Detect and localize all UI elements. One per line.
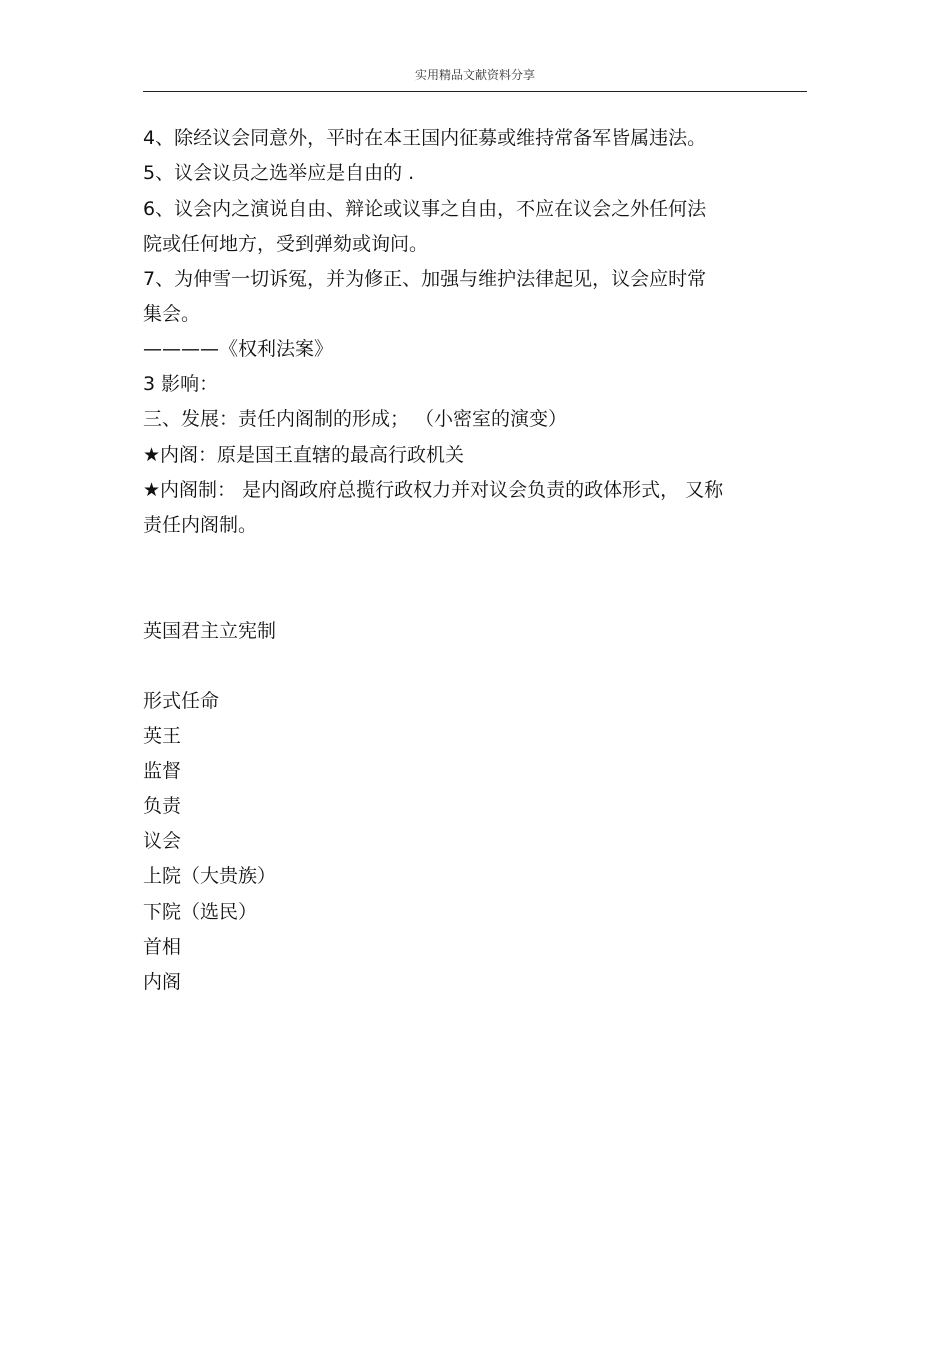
diagram-item: 上院（大贵族） [143,865,277,887]
header-rule [143,91,807,92]
page-header: 实用精品文献资料分享 [414,68,535,82]
diagram-title: 英国君主立宪制 [143,620,277,642]
diagram-item: 内阁 [143,971,182,993]
source-citation: ————《权利法案》 [143,338,334,360]
diagram-item: 英王 [143,725,182,747]
cabinet-system-definition-cont: 责任内阁制。 [143,514,258,536]
section-influence: 3 影响： [143,373,219,395]
diagram-item: 监督 [143,760,182,782]
clause-5: 5、议会议员之选举应是自由的 . [143,162,415,184]
diagram-item: 议会 [143,830,182,852]
clause-7: 7、为伸雪一切诉冤，并为修正、加强与维护法律起见，议会应时常 [143,268,707,290]
cabinet-definition: ★内阁：原是国王直辖的最高行政机关 [143,444,465,466]
diagram-item: 形式任命 [143,690,220,712]
diagram-item: 下院（选民） [143,901,258,923]
clause-4: 4、除经议会同意外，平时在本王国内征募或维持常备军皆属违法。 [143,127,707,149]
cabinet-system-definition: ★内阁制： 是内阁政府总揽行政权力并对议会负责的政体形式， 又称 [143,479,724,501]
clause-6: 6、议会内之演说自由、辩论或议事之自由，不应在议会之外任何法 [143,198,707,220]
clause-6-cont: 院或任何地方，受到弹劾或询问。 [143,233,429,255]
section-development: 三、发展：责任内阁制的形成； （小密室的演变） [143,408,568,430]
diagram-item: 首相 [143,936,182,958]
diagram-item: 负责 [143,795,182,817]
clause-7-cont: 集会。 [143,303,201,325]
